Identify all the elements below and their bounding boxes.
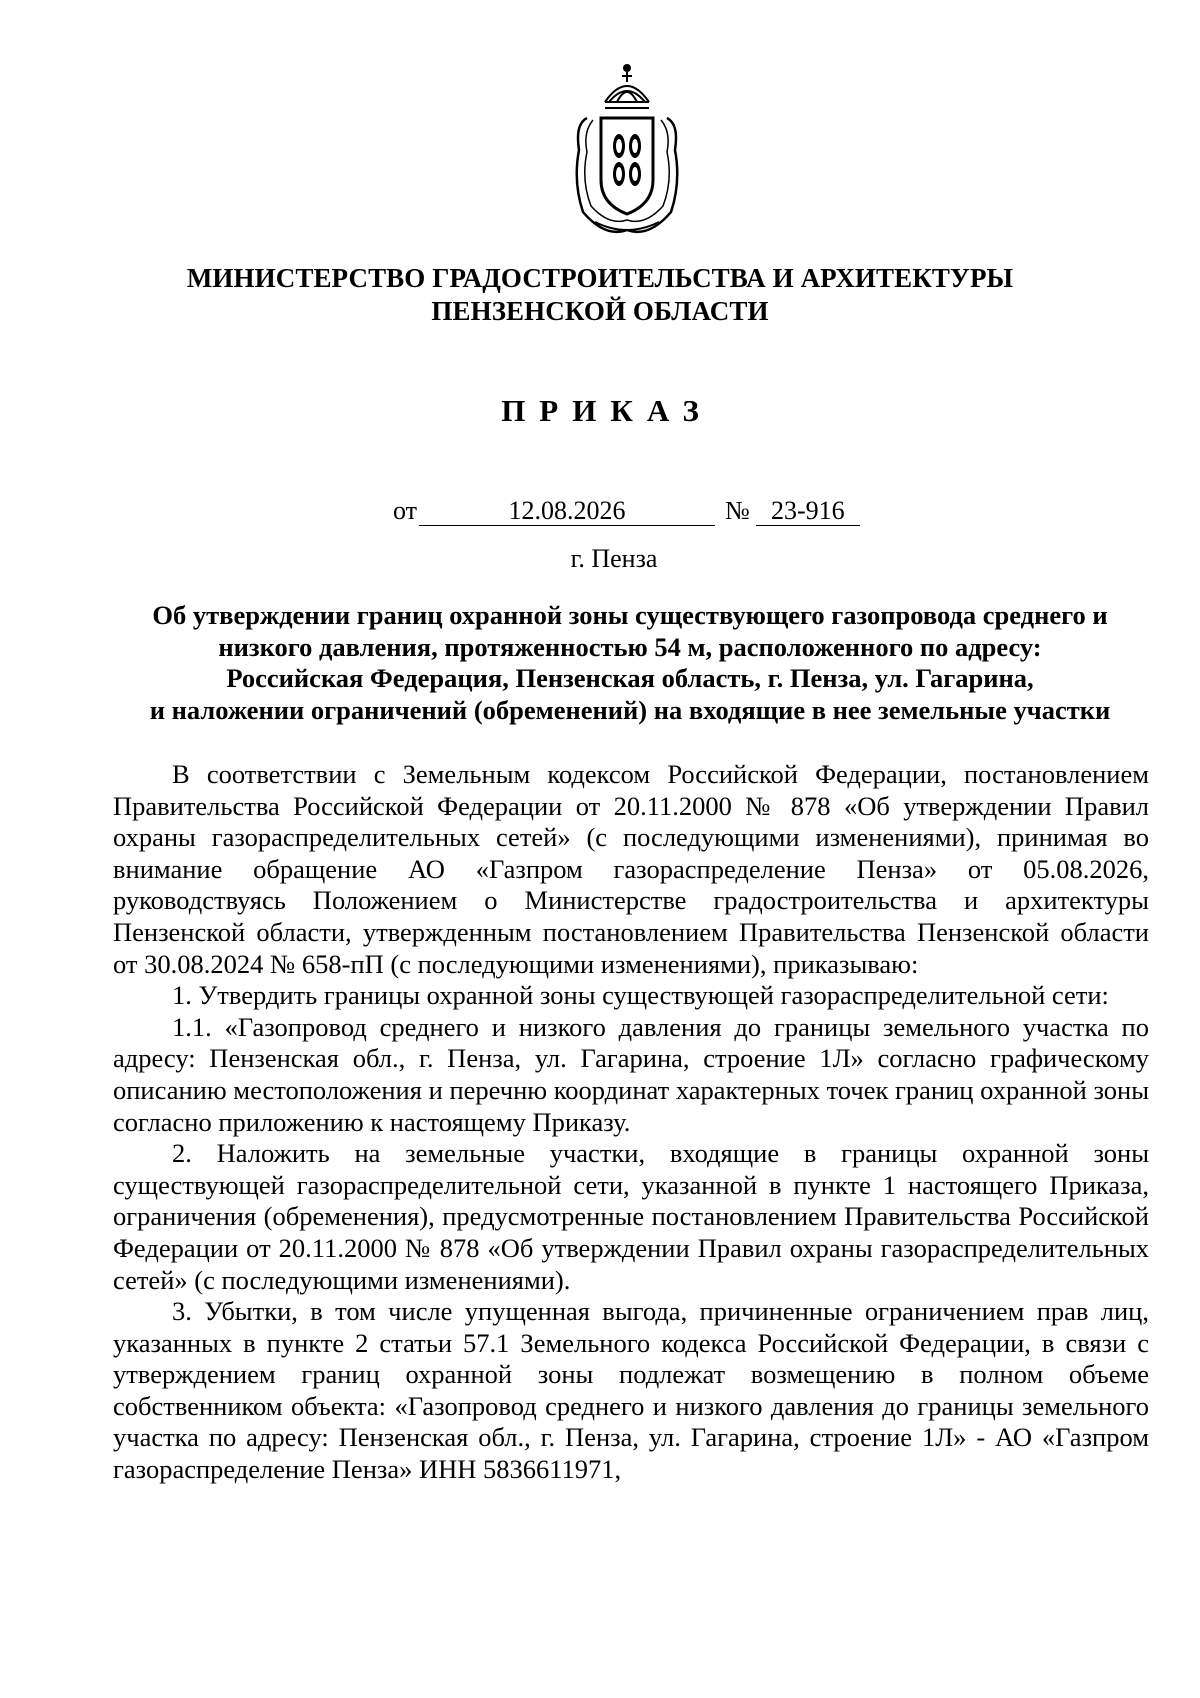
preamble-paragraph: В соответствии с Земельным кодексом Российской Федерации, постановлением Правительства Российской Федерации от 20.11.2000 № 878 «Об утверждении Правил охраны газораспределительных сетей» (с последующими изменениями), принимая во внимание обращение АО «Газпром газораспределение Пенза» от 05.08.2026, руководствуясь Положением о Министерстве градостроительства и архитектуры Пензенской области, утвержденным постановлением Правительства Пензенской области от 30.08.2024 № 658-пП (с последующими изменениями), приказываю: — [113, 759, 1149, 979]
subject-line: Российская Федерация, Пензенская область, г. Пенза, ул. Гагарина, — [226, 663, 1034, 693]
ministry-line-2: ПЕНЗЕНСКОЙ ОБЛАСТИ — [431, 296, 769, 326]
subject-line: низкого давления, протяженностью 54 м, расположенного по адресу: — [218, 631, 1042, 662]
clause-1-1-paragraph: 1.1. «Газопровод среднего и низкого давления до границы земельного участка по адресу: Пензенская обл., г. Пенза, ул. Гагарина, строение 1Л» согласно графическому описанию местоположения и перечню координат характерных точек границ охранной зоны согласно приложению к настоящему Приказу. — [113, 1011, 1149, 1137]
number-label: № — [725, 496, 750, 525]
coat-of-arms-icon — [565, 62, 689, 238]
city-line: г. Пенза — [570, 544, 658, 573]
order-title: ПРИКАЗ — [501, 393, 713, 428]
order-body — [113, 759, 1149, 1486]
clause-2-paragraph: 2. Наложить на земельные участки, входящие в границы охранной зоны существующей газораспределительной сети, указанной в пункте 1 настоящего Приказа, ограничения (обременения), предусмотренные постановлением Правительства Российской Федерации от 20.11.2000 № 878 «Об утверждении Правил охраны газораспределительных сетей» (с последующими изменениями). — [113, 1138, 1149, 1295]
subject-line: и наложении ограничений (обременений) на входящие в нее земельные участки — [149, 694, 1111, 725]
ministry-name — [0, 262, 1200, 328]
order-subject — [110, 600, 1150, 726]
subject-line: Об утверждении границ охранной зоны существующего газопровода среднего и — [152, 600, 1108, 630]
order-number: 23-916 — [756, 497, 860, 526]
clause-1-paragraph: 1. Утвердить границы охранной зоны существующей газораспределительной сети: — [172, 980, 1109, 1011]
ministry-line-1: МИНИСТЕРСТВО ГРАДОСТРОИТЕЛЬСТВА И АРХИТЕКТУРЫ — [186, 263, 1014, 293]
date-label: от — [393, 496, 418, 525]
clause-3-paragraph: 3. Убытки, в том числе упущенная выгода, причиненные ограничением прав лиц, указанных в пункте 2 статьи 57.1 Земельного кодекса Российской Федерации, в связи с утверждением границ охранной зоны подлежат возмещению в полном объеме собственником объекта: «Газопровод среднего и низкого давления до границы земельного участка по адресу: Пензенская обл., г. Пенза, ул. Гагарина, строение 1Л» - АО «Газпром газораспределение Пенза» ИНН 5836611971, — [113, 1296, 1149, 1485]
order-date: 12.08.2026 — [419, 497, 715, 526]
order-dateline — [393, 496, 860, 526]
